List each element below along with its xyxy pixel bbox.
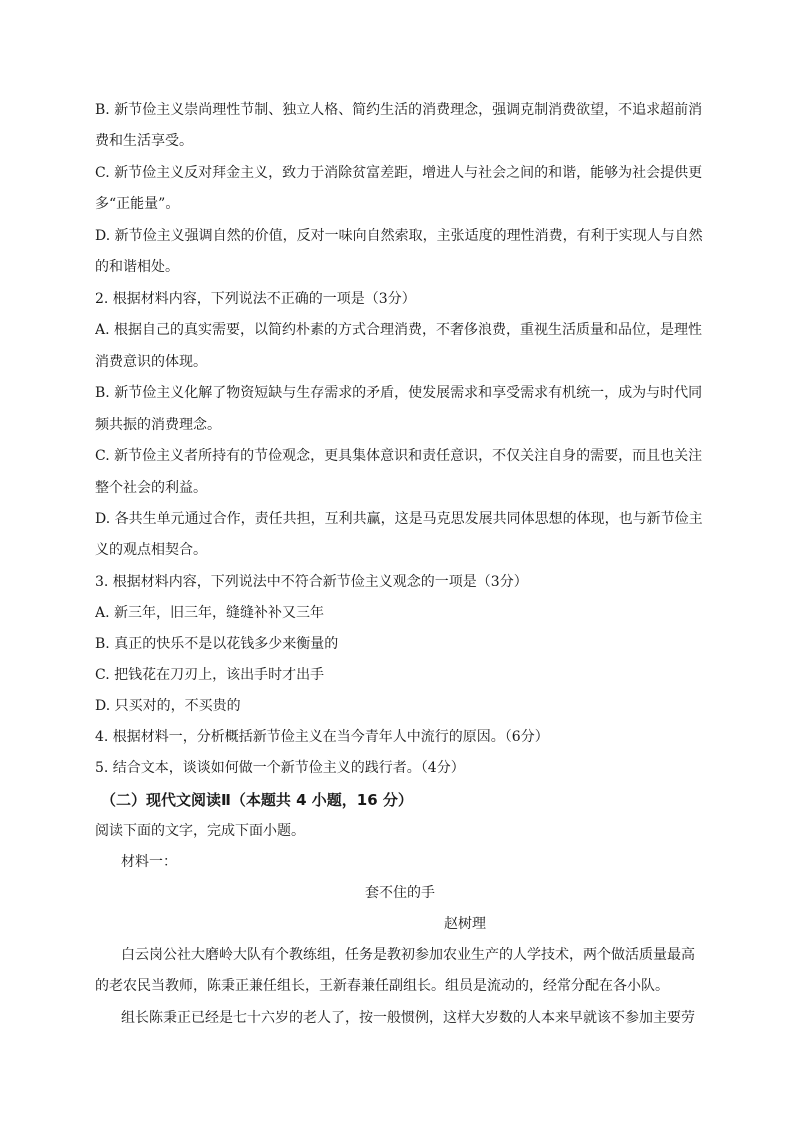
option-c: C. 新节俭主义者所持有的节俭观念，更具集体意识和责任意识，不仅关注自身的需要，而且也关注 xyxy=(95,448,703,464)
instruction: 阅读下面的文字，完成下面小题。 xyxy=(95,823,305,839)
text-line: B. 新节俭主义崇尚理性节制、独立人格、简约生活的消费理念，强调克制消费欲望，不追求超前消 xyxy=(95,102,703,118)
question-5: 5. 结合文本，谈谈如何做一个新节俭主义的践行者。（4分） xyxy=(95,760,465,776)
text-line: 义的观点相契合。 xyxy=(95,542,207,558)
option-a: A. 新三年，旧三年，缝缝补补又三年 xyxy=(95,605,325,621)
text-line: 多“正能量”。 xyxy=(95,196,180,212)
option-c: C. 把钱花在刀刃上，该出手时才出手 xyxy=(95,667,325,683)
text-line: D. 新节俭主义强调自然的价值，反对一味向自然索取，主张适度的理性消费，有利于实现人与自然 xyxy=(95,228,703,244)
story-title: 套不住的手 xyxy=(365,885,435,901)
text-line: 费和生活享受。 xyxy=(95,133,193,149)
material-label: 材料一： xyxy=(121,854,177,870)
option-b: B. 新节俭主义化解了物资短缺与生存需求的矛盾，使发展需求和享受需求有机统一，成为与时代同 xyxy=(95,385,703,401)
section-heading: （二）现代文阅读Ⅱ（本题共 4 小题，16 分） xyxy=(101,791,413,809)
story-paragraph-line: 组长陈秉正已经是七十六岁的老人了，按一般惯例，这样大岁数的人本来早就该不参加主要劳 xyxy=(121,1010,695,1026)
text-line: C. 新节俭主义反对拜金主义，致力于消除贫富差距，增进人与社会之间的和谐，能够为社会提供更 xyxy=(95,165,703,181)
option-a: A. 根据自己的真实需要，以简约朴素的方式合理消费，不奢侈浪费，重视生活质量和品位，是理性 xyxy=(95,322,703,338)
option-d: D. 只买对的，不买贵的 xyxy=(95,698,241,714)
story-paragraph-line: 白云岗公社大磨岭大队有个教练组，任务是教初参加农业生产的人学技术，两个做活质量最高 xyxy=(121,947,695,963)
option-b: B. 真正的快乐不是以花钱多少来衡量的 xyxy=(95,636,339,652)
story-paragraph-line: 的老农民当教师，陈秉正兼任组长，王新春兼任副组长。组员是流动的，经常分配在各小队。 xyxy=(95,978,669,994)
story-author: 赵树理 xyxy=(444,916,486,932)
question-4: 4. 根据材料一，分析概括新节俭主义在当今青年人中流行的原因。（6分） xyxy=(95,729,549,745)
option-d: D. 各共生单元通过合作，责任共担，互利共赢，这是马克思发展共同体思想的体现，也与新节俭主 xyxy=(95,511,703,527)
text-line: 的和谐相处。 xyxy=(95,259,179,275)
question-2: 2. 根据材料内容，下列说法不正确的一项是（3分） xyxy=(95,291,416,307)
question-3: 3. 根据材料内容，下列说法中不符合新节俭主义观念的一项是（3分） xyxy=(95,574,528,590)
text-line: 消费意识的体现。 xyxy=(95,354,207,370)
text-line: 整个社会的利益。 xyxy=(95,480,207,496)
text-line: 频共振的消费理念。 xyxy=(95,417,221,433)
